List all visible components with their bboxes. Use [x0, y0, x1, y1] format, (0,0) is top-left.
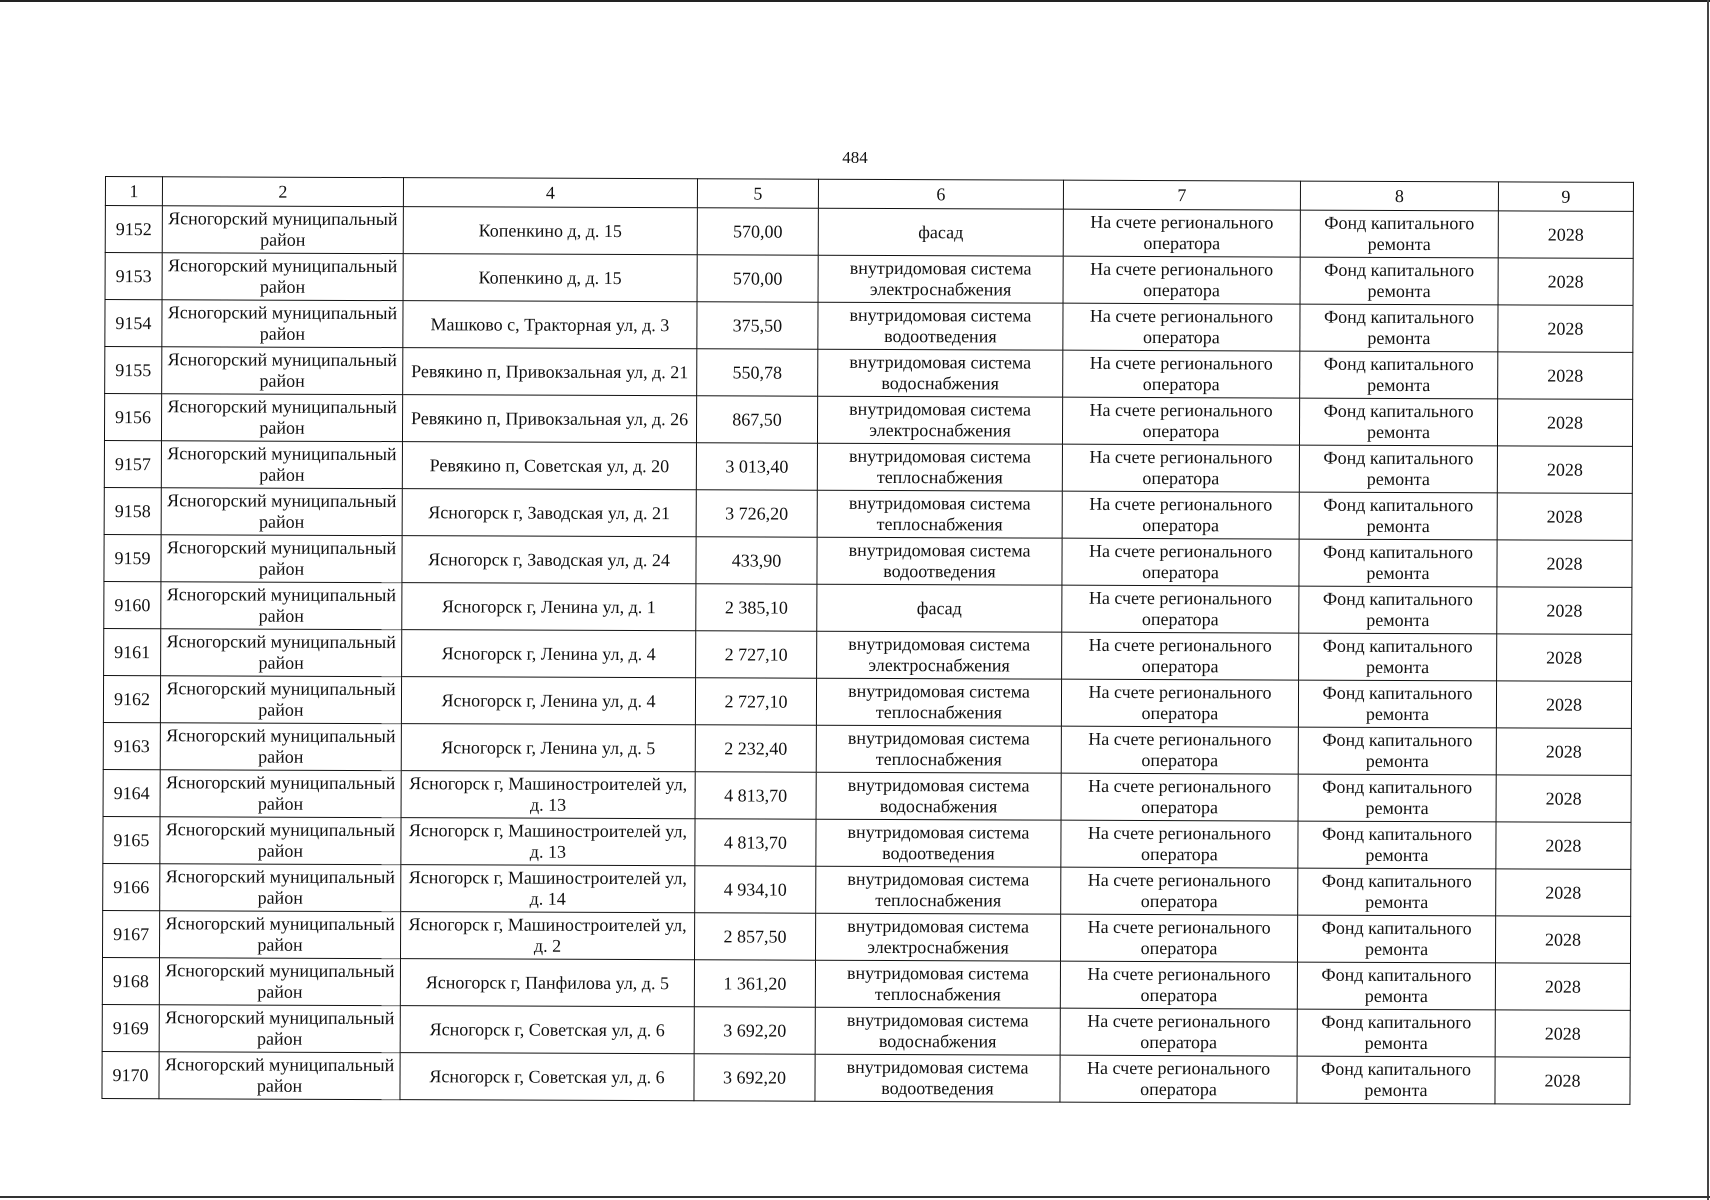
district-cell: Ясногорский муниципальный район — [162, 206, 403, 254]
column-header: 9 — [1498, 182, 1633, 212]
area-cell: 4 813,70 — [695, 772, 816, 819]
funding-source-cell: Фонд капитального ремонта — [1298, 727, 1496, 775]
row-number-cell: 9156 — [104, 394, 161, 441]
district-cell: Ясногорский муниципальный район — [159, 1052, 400, 1100]
year-cell: 2028 — [1497, 587, 1632, 635]
table-row — [102, 957, 1630, 1010]
funding-source-cell: Фонд капитального ремонта — [1297, 1009, 1495, 1057]
address-cell: Ясногорск г, Заводская ул, д. 24 — [402, 536, 696, 584]
account-cell: На счете регионального оператора — [1060, 1055, 1297, 1103]
address-cell: Ревякино п, Привокзальная ул, д. 26 — [402, 395, 696, 443]
column-header: 7 — [1063, 180, 1300, 210]
column-header: 1 — [105, 177, 162, 206]
funding-source-cell: Фонд капитального ремонта — [1300, 257, 1498, 305]
table-row — [104, 487, 1632, 540]
year-cell: 2028 — [1495, 1057, 1630, 1105]
address-cell: Ясногорск г, Панфилова ул, д. 5 — [400, 959, 694, 1007]
account-cell: На счете регионального оператора — [1063, 303, 1300, 351]
funding-source-cell: Фонд капитального ремонта — [1299, 398, 1497, 446]
row-number-cell: 9170 — [102, 1051, 159, 1098]
account-cell: На счете регионального оператора — [1060, 1008, 1297, 1056]
table-row — [105, 300, 1633, 353]
table-row — [102, 1004, 1630, 1057]
funding-source-cell: Фонд капитального ремонта — [1297, 962, 1495, 1010]
year-cell: 2028 — [1498, 352, 1633, 400]
district-cell: Ясногорский муниципальный район — [160, 817, 401, 865]
scan-edge-bottom — [0, 1196, 1710, 1198]
table-row — [104, 534, 1632, 587]
area-cell: 2 857,50 — [694, 913, 815, 960]
scan-edge-right — [1707, 0, 1709, 1200]
work-type-cell: внутридомовая система теплоснабжения — [816, 725, 1061, 773]
work-type-cell: внутридомовая система теплоснабжения — [816, 866, 1061, 914]
area-cell: 570,00 — [697, 255, 818, 302]
row-number-cell: 9167 — [102, 910, 159, 957]
funding-source-cell: Фонд капитального ремонта — [1299, 586, 1497, 634]
work-type-cell: внутридомовая система водоснабжения — [815, 1007, 1060, 1055]
area-cell: 433,90 — [696, 537, 817, 584]
year-cell: 2028 — [1497, 540, 1632, 588]
row-number-cell: 9162 — [103, 675, 160, 722]
area-cell: 570,00 — [697, 208, 818, 255]
work-type-cell: внутридомовая система электроснабжения — [817, 396, 1062, 444]
funding-source-cell: Фонд капитального ремонта — [1300, 210, 1498, 258]
account-cell: На счете регионального оператора — [1060, 914, 1297, 962]
address-cell: Копенкино д, д. 15 — [403, 254, 697, 302]
district-cell: Ясногорский муниципальный район — [162, 300, 403, 348]
scan-edge-top — [0, 0, 1710, 2]
funding-source-cell: Фонд капитального ремонта — [1299, 492, 1497, 540]
row-number-cell: 9163 — [103, 722, 160, 769]
work-type-cell: внутридомовая система водоотведения — [816, 819, 1061, 867]
account-cell: На счете регионального оператора — [1061, 726, 1298, 774]
table-row — [103, 722, 1631, 775]
address-cell: Машково с, Тракторная ул, д. 3 — [403, 301, 697, 349]
row-number-cell: 9159 — [104, 534, 161, 581]
area-cell: 4 813,70 — [695, 819, 816, 866]
work-type-cell: внутридомовая система теплоснабжения — [817, 443, 1062, 491]
account-cell: На счете регионального оператора — [1062, 491, 1299, 539]
work-type-cell: внутридомовая система водоснабжения — [818, 349, 1063, 397]
table-row — [102, 1051, 1630, 1104]
district-cell: Ясногорский муниципальный район — [159, 911, 400, 959]
year-cell: 2028 — [1497, 493, 1632, 541]
district-cell: Ясногорский муниципальный район — [160, 864, 401, 912]
year-cell: 2028 — [1498, 258, 1633, 306]
table-row — [103, 769, 1631, 822]
row-number-cell: 9164 — [103, 769, 160, 816]
address-cell: Ясногорск г, Машиностроителей ул, д. 13 — [401, 771, 695, 819]
funding-source-cell: Фонд капитального ремонта — [1298, 774, 1496, 822]
account-cell: На счете регионального оператора — [1062, 538, 1299, 586]
row-number-cell: 9166 — [103, 863, 160, 910]
year-cell: 2028 — [1496, 728, 1631, 776]
funding-source-cell: Фонд капитального ремонта — [1298, 868, 1496, 916]
district-cell: Ясногорский муниципальный район — [161, 582, 402, 630]
page-number: 484 — [842, 148, 868, 167]
row-number-cell: 9160 — [104, 581, 161, 628]
table-row — [104, 440, 1632, 493]
year-cell: 2028 — [1496, 775, 1631, 823]
account-cell: На счете регионального оператора — [1063, 350, 1300, 398]
year-cell: 2028 — [1496, 869, 1631, 917]
account-cell: На счете регионального оператора — [1061, 679, 1298, 727]
funding-source-cell: Фонд капитального ремонта — [1298, 680, 1496, 728]
year-cell: 2028 — [1497, 399, 1632, 447]
address-cell: Ясногорск г, Ленина ул, д. 1 — [402, 583, 696, 631]
funding-source-cell: Фонд капитального ремонта — [1297, 915, 1495, 963]
address-cell: Ясногорск г, Ленина ул, д. 4 — [402, 630, 696, 678]
area-cell: 3 013,40 — [696, 443, 817, 490]
district-cell: Ясногорский муниципальный район — [161, 535, 402, 583]
row-number-cell: 9168 — [102, 957, 159, 1004]
area-cell: 3 692,20 — [694, 1007, 815, 1054]
table-row — [104, 394, 1632, 447]
year-cell: 2028 — [1498, 305, 1633, 353]
work-type-cell: внутридомовая система теплоснабжения — [815, 960, 1060, 1008]
work-type-cell: внутридомовая система электроснабжения — [817, 631, 1062, 679]
funding-source-cell: Фонд капитального ремонта — [1299, 539, 1497, 587]
address-cell: Ясногорск г, Машиностроителей ул, д. 13 — [401, 818, 695, 866]
account-cell: На счете регионального оператора — [1062, 444, 1299, 492]
address-cell: Ясногорск г, Машиностроителей ул, д. 14 — [401, 865, 695, 913]
table-row — [105, 253, 1633, 306]
district-cell: Ясногорский муниципальный район — [161, 394, 402, 442]
work-type-cell: внутридомовая система теплоснабжения — [817, 490, 1062, 538]
area-cell: 2 232,40 — [695, 725, 816, 772]
capital-repair-table — [101, 176, 1634, 1105]
column-header: 8 — [1300, 181, 1498, 211]
district-cell: Ясногорский муниципальный район — [159, 958, 400, 1006]
district-cell: Ясногорский муниципальный район — [162, 347, 403, 395]
table-row — [103, 816, 1631, 869]
column-header: 2 — [162, 177, 403, 207]
work-type-cell: внутридомовая система теплоснабжения — [816, 678, 1061, 726]
column-header: 4 — [403, 178, 697, 208]
area-cell: 3 726,20 — [696, 490, 817, 537]
row-number-cell: 9157 — [104, 440, 161, 487]
address-cell: Ясногорск г, Машиностроителей ул, д. 2 — [400, 912, 694, 960]
funding-source-cell: Фонд капитального ремонта — [1299, 445, 1497, 493]
funding-source-cell: Фонд капитального ремонта — [1300, 351, 1498, 399]
account-cell: На счете регионального оператора — [1061, 867, 1298, 915]
district-cell: Ясногорский муниципальный район — [160, 770, 401, 818]
district-cell: Ясногорский муниципальный район — [161, 629, 402, 677]
account-cell: На счете регионального оператора — [1061, 773, 1298, 821]
work-type-cell: внутридомовая система электроснабжения — [818, 255, 1063, 303]
address-cell: Ясногорск г, Советская ул, д. 6 — [400, 1006, 694, 1054]
work-type-cell: фасад — [818, 208, 1063, 256]
work-type-cell: внутридомовая система водоотведения — [815, 1054, 1060, 1102]
column-header: 5 — [697, 179, 818, 208]
table-body — [102, 206, 1633, 1105]
table-row — [105, 206, 1633, 259]
funding-source-cell: Фонд капитального ремонта — [1300, 304, 1498, 352]
year-cell: 2028 — [1495, 963, 1630, 1011]
address-cell: Ясногорск г, Ленина ул, д. 4 — [401, 677, 695, 725]
area-cell: 1 361,20 — [694, 960, 815, 1007]
funding-source-cell: Фонд капитального ремонта — [1297, 1056, 1495, 1104]
district-cell: Ясногорский муниципальный район — [161, 488, 402, 536]
row-number-cell: 9153 — [105, 253, 162, 300]
address-cell: Ревякино п, Советская ул, д. 20 — [402, 442, 696, 490]
address-cell: Копенкино д, д. 15 — [403, 207, 697, 255]
account-cell: На счете регионального оператора — [1063, 256, 1300, 304]
address-cell: Ясногорск г, Советская ул, д. 6 — [400, 1053, 694, 1101]
area-cell: 2 727,10 — [695, 678, 816, 725]
row-number-cell: 9155 — [105, 347, 162, 394]
year-cell: 2028 — [1496, 822, 1631, 870]
address-cell: Ясногорск г, Ленина ул, д. 5 — [401, 724, 695, 772]
work-type-cell: внутридомовая система водоотведения — [818, 302, 1063, 350]
row-number-cell: 9152 — [105, 206, 162, 253]
funding-source-cell: Фонд капитального ремонта — [1298, 821, 1496, 869]
table-row — [103, 863, 1631, 916]
area-cell: 867,50 — [696, 396, 817, 443]
account-cell: На счете регионального оператора — [1062, 585, 1299, 633]
year-cell: 2028 — [1495, 916, 1630, 964]
year-cell: 2028 — [1498, 211, 1633, 259]
account-cell: На счете регионального оператора — [1062, 397, 1299, 445]
row-number-cell: 9169 — [102, 1004, 159, 1051]
district-cell: Ясногорский муниципальный район — [159, 1005, 400, 1053]
table-row — [103, 675, 1631, 728]
address-cell: Ревякино п, Привокзальная ул, д. 21 — [403, 348, 697, 396]
district-cell: Ясногорский муниципальный район — [160, 723, 401, 771]
area-cell: 3 692,20 — [694, 1054, 815, 1101]
work-type-cell: внутридомовая система водоотведения — [817, 537, 1062, 585]
work-type-cell: внутридомовая система электроснабжения — [815, 913, 1060, 961]
area-cell: 2 727,10 — [696, 631, 817, 678]
district-cell: Ясногорский муниципальный район — [162, 253, 403, 301]
table-row — [104, 581, 1632, 634]
table-row — [104, 628, 1632, 681]
year-cell: 2028 — [1495, 1010, 1630, 1058]
year-cell: 2028 — [1497, 446, 1632, 494]
area-cell: 375,50 — [697, 302, 818, 349]
area-cell: 550,78 — [697, 349, 818, 396]
account-cell: На счете регионального оператора — [1061, 820, 1298, 868]
account-cell: На счете регионального оператора — [1060, 961, 1297, 1009]
work-type-cell: фасад — [817, 584, 1062, 632]
row-number-cell: 9158 — [104, 487, 161, 534]
row-number-cell: 9154 — [105, 300, 162, 347]
account-cell: На счете регионального оператора — [1063, 209, 1300, 257]
table-row — [102, 910, 1630, 963]
table-row — [105, 347, 1633, 400]
column-header: 6 — [818, 179, 1063, 209]
work-type-cell: внутридомовая система водоснабжения — [816, 772, 1061, 820]
year-cell: 2028 — [1497, 634, 1632, 682]
funding-source-cell: Фонд капитального ремонта — [1299, 633, 1497, 681]
year-cell: 2028 — [1496, 681, 1631, 729]
row-number-cell: 9165 — [103, 816, 160, 863]
account-cell: На счете регионального оператора — [1062, 632, 1299, 680]
row-number-cell: 9161 — [104, 628, 161, 675]
district-cell: Ясногорский муниципальный район — [161, 441, 402, 489]
area-cell: 4 934,10 — [695, 866, 816, 913]
area-cell: 2 385,10 — [696, 584, 817, 631]
district-cell: Ясногорский муниципальный район — [160, 676, 401, 724]
address-cell: Ясногорск г, Заводская ул, д. 21 — [402, 489, 696, 537]
